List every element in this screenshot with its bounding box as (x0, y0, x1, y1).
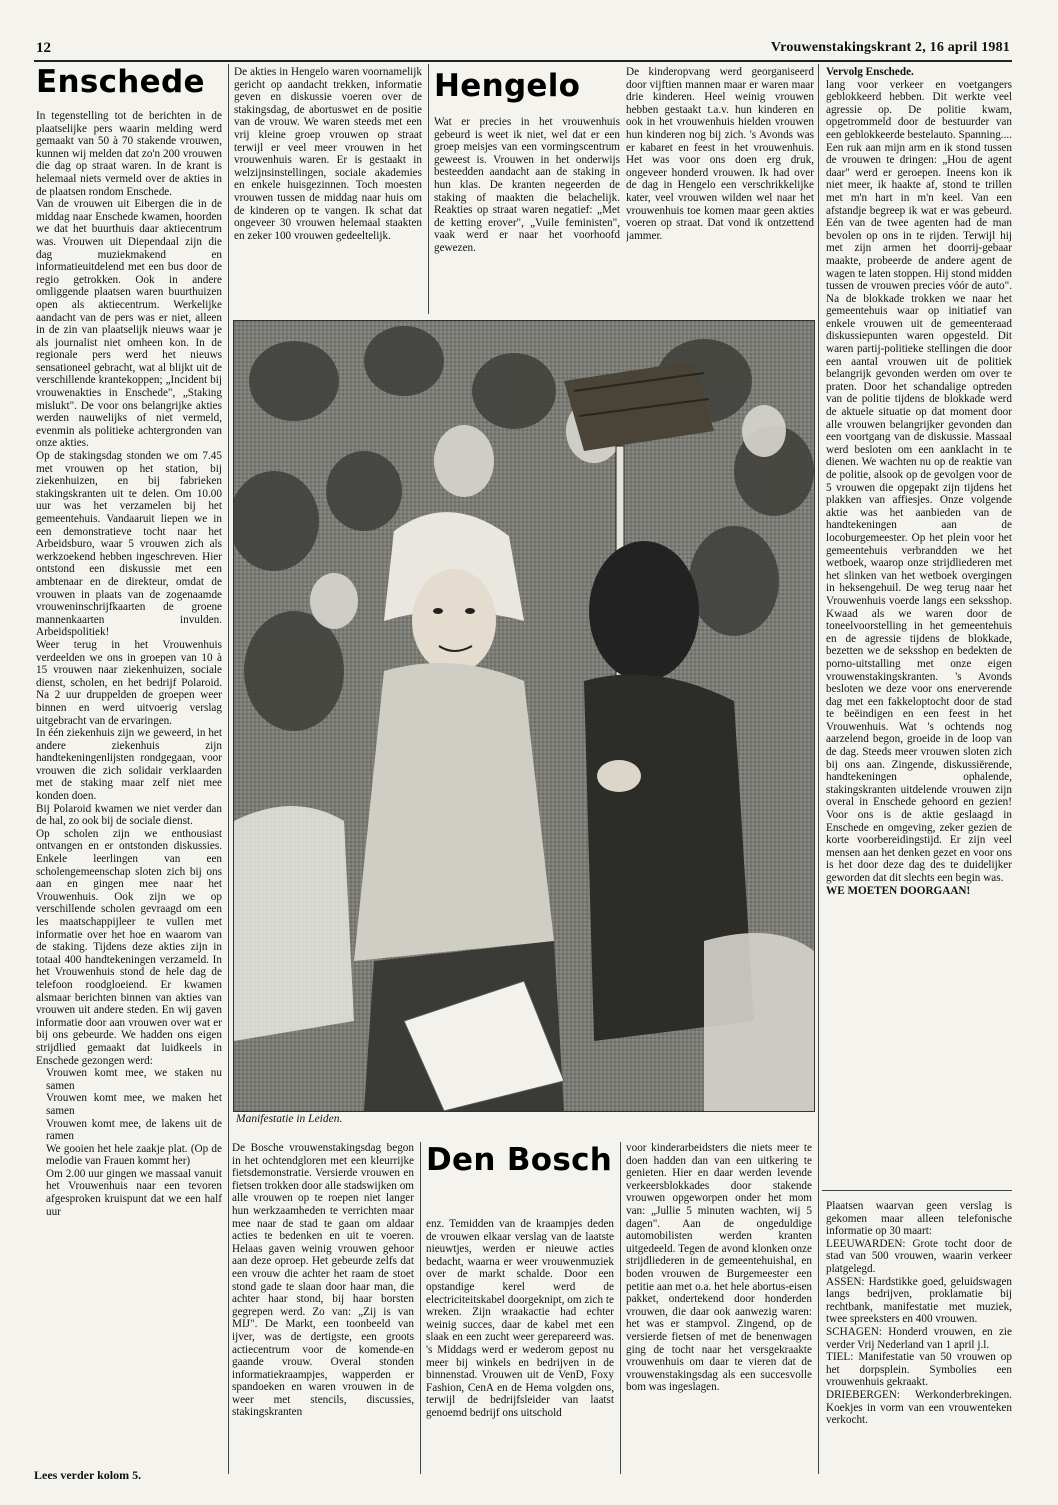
section-divider (822, 1190, 1012, 1191)
denbosch-continued-text: voor kinderarbeidsters die niets meer te doen hadden dan van een uitkering te genieten. Hier en daar werden levende verkeersblokkades door stakende vrouwen opgeworpen onder het mom van: „Jullie 5 minuten wachten, wij 5 dagen". Aan de ongeduldige automobilisten werden kranten uitgedeeld. Tegen de avond klonken onze strijdliederen in de gemeentehuishal, en boden vrouwen de Burgemeester een petitie aan met o.a. het hele abortus-eisen pakket, ondertekend door honderden vrouwen, die daar ook aanwezig waren: het was er stampvol. Zingend, op de versierde fietsen of met de benenwagen ging de tocht naar het versgekraakte vrouwenhuis om daar te vieren dat de vrouwenstakingsdag als een succesvolle bom was ingeslagen. (626, 1142, 812, 1394)
hengelo-article (434, 116, 620, 316)
photo-illustration (234, 321, 814, 1111)
hengelo-text: Wat er precies in het vrouwenhuis gebeurd is weet ik niet, wel dat er een groep meisjes van een vormingscentrum geweest is. Vrouwen in het onderwijs besteedden aandacht aan de staking in hun klas. De kranten negeerden de staking of maakten die belachelijk. Reakties op straat waren negatief: „Met de ketting erover", „Vuile feministen", vaak werd er naar het voorhoofd gewezen. (434, 116, 620, 254)
vervolg-article (826, 66, 1012, 1178)
column-divider (420, 1142, 421, 1474)
denbosch-intro-text: De Bosche vrouwenstakingsdag begon in het ochtendgloren met een kleurrijke fietsdemonstratie. Versierde vrouwen en fietsen trokken door alle stadswijken om alle vrouwen op te roepen niet langer hun werkzaamheden te verrichten maar mee naar de stad te gaan om aldaar acties te bedenken en uit te voeren. Helaas gaven weinig vrouwen gehoor aan deze oproep. Het gebeurde zelfs dat een vrouw die achter het raam de stoet stond gade te slaan door haar man, die achter haar stond, bij haar borsten gegrepen werd. Zo van: „Zij is van MIJ". De Markt, een toonbeeld van ijver, was de dertigste, een groots actiecentrum voor de komende-en gaande vrouw. Overal stonden informatiekraampjes, wapperden er spandoeken en waren vrouwen in de weer met stencils, discussies, stakingskranten (232, 1142, 414, 1419)
place-name: LEEUWARDEN: (826, 1237, 906, 1250)
enschede-headline: Enschede (36, 64, 205, 100)
place-text: Grote tocht door de stad van 500 vrouwen, waarin verkeer platgelegd. (826, 1237, 1012, 1275)
vervolg-text: lang voor verkeer en voetgangers geblokkeerd hebben. Dit werkte veel agressie op. De politie kwam, opgetrommeld door de bestuurder van een geblokkeerde bestelauto. Spanning.... Een ruk aan mijn arm en ik stond tussen de vrouwen te dringen: „Hou de agent daar" werd er geroepen. Ineens kon ik niet meer, ik haakte af, stond te trillen met m'n hart in m'n keel. Van een afstandje begreep ik wat er was gebeurd. Eén van de twee agenten had de man bevolen op ons in te rijden. Terwijl hij met zijn armen het doorrij-gebaar maakte, probeerde de andere agent de wagen te laten stoppen. Hij stond midden tussen de vrouwen precies vóór de auto". Na de blokkade trokken we naar het gemeentehuis waar op initiatief van enkele vrouwen uit de gemeenteraad diskussiepunten waren opgesteld. Dit waren partij-politieke stellingen die door een aantal vrouwen uit de politiek belangrijk gevonden werden om over te praten. Door het schandalige optreden van de politie tijdens de blokkade werd de aktuele situatie op dat moment door alle vrouwen belangrijker gevonden dan een voortgang van de diskussie. Massaal werd besloten om een aanklacht in te dienen. We wachten nu op de reaktie van de politie, alsook op de gevolgen voor de 5 vrouwen die opgepakt zijn tijdens het plakken van affiesjes. Onze volgende aktie was het aanbieden van de handtekeningen aan de locoburgemeester. Op het plein voor het gemeentehuis verbrandden we het wetboek, waarop onze strijdliederen met het slinken van het wetboek overgingen in heksengehuil. De weg terug naar het Vrouwenhuis voerde langs een seksshop. Kwaad als we waren door de toneelvoorstelling in het gemeentehuis en de agressie tijdens de blokkade, bezetten we de seksshop en bedekten de porno-uitstalling met onze eigen vrouwenstakingskranten. 's Avonds besloten we deze voor ons enerverende dag met een fakkeloptocht door de stad te beëindigen en een feest in het Vrouwenhuis. Wat 's ochtends nog aarzelend begon, groeide in de loop van de dag. Steeds meer vrouwen sloten zich bij ons aan. Zingende, diskussiërende, handtekeningen ophalende, stakingskranten uitdelende vrouwen zijn overal in Enschede gehoord en gezien! Voor ons is de aktie geslaagd in Enschede en omgeving, zeker gezien de korte voorbereidingstijd. Er zijn veel mensen aan het denken gezet en voor ons is het door deze dag des te duidelijker geworden dat dit slechts een begin was. (826, 78, 1012, 884)
song-line: Vrouwen komt mee, de lakens uit de ramen (46, 1117, 222, 1143)
column-divider (428, 64, 429, 314)
other-places (826, 1200, 1012, 1485)
protest-photo (233, 320, 815, 1112)
place-entry (826, 1351, 1012, 1389)
place-entry (826, 1238, 1012, 1276)
closing-call: WE MOETEN DOORGAAN! (826, 884, 971, 897)
column-divider (818, 64, 819, 1474)
continue-note: Lees verder kolom 5. (34, 1468, 142, 1482)
enschede-paragraph: In één ziekenhuis zijn we geweerd, in het andere ziekenhuis zijn handtekeningenlijsten rondgegaan, voor vrouwen die zich solidair verklaarden met de staking maar zelf niet mee konden doen. (36, 727, 222, 803)
enschede-paragraph: Van de vrouwen uit Eibergen die in de middag naar Enschede kwamen, hoorden we dat het buurthuis daar aktiecentrum was. Vrouwen uit Diependaal zijn die dag muziekmakend en informatieuitdelend met een bus door de regio getrokken. Ook in andere omliggende plaatsen waren buurthuizen open als aktiecentrum. Werkelijke aandacht van de pers was er niet, alleen in de zin van plaatselijk nieuws waar je als journalist niet omheen kon. In de regionale pers werd het nieuws sensationeel gebracht, wat al blijkt uit de verschillende krantekoppen; „Incident bij vrouwenakties in Enschede", „Staking mislukt". De voor ons belangrijke akties werden nauwelijks of niet vermeld, evenmin als politieke achtergronden van onze akties. (36, 198, 222, 450)
vervolg-heading: Vervolg Enschede. (826, 66, 914, 78)
place-name: ASSEN: (826, 1275, 865, 1288)
column-divider (620, 1142, 621, 1474)
column-divider (228, 64, 229, 1474)
enschede-paragraph: In tegenstelling tot de berichten in de plaatselijke pers waarin melding werd gemaakt van 50 à 70 stakende vrouwen, kunnen wij melden dat zo'n 200 vrouwen die dag op straat waren. In de krant is helemaal niets vermeld over de akties in de plaatsen rondom Enschede. (36, 110, 222, 198)
publication-title: Vrouwenstakingskrant 2, 16 april 1981 (770, 40, 1010, 55)
denbosch-continued (626, 1142, 812, 1467)
place-entry (826, 1326, 1012, 1351)
hengelo-intro-text: De akties in Hengelo waren voornamelijk gericht op aandacht trekken, informatie geven en diskussie voeren over de stakingsdag, de abortuswet en de positie van de vrouw. We waren steeds met een vrij kleine groep vrouwen op straat terwijl er veel meer vrouwen in het vrouwenhuis waren. Er is gestaakt in welzijnsinstellingen, sociale akademies en enkele huisgezinnen. Toch moesten vrouwen tussen de middag naar huis om de kinderen op te vangen. Ik schat dat ongeveer 30 vrouwen helemaal staakten en zeker 100 vrouwen gedeeltelijk. (234, 66, 422, 242)
hengelo-intro (234, 66, 422, 316)
song-line: Vrouwen komt mee, we maken het samen (46, 1092, 222, 1117)
enschede-paragraph: Weer terug in het Vrouwenhuis verdeelden we ons in groepen van 10 à 15 vrouwen naar ziekenhuizen, sociale dienst, scholen, en het bedrijf Polaroid. Na 2 uur druppelden de groepen weer binnen en werd uitvoerig verslag uitgebracht van de ervaringen. (36, 638, 222, 727)
place-name: DRIEBERGEN: (826, 1388, 900, 1401)
place-text: Werkonderbrekingen. Koekjes in vorm van een vrouwenteken verkocht. (826, 1388, 1012, 1427)
enschede-paragraph: Bij Polaroid kwamen we niet verder dan de hal, zo ook bij de sociale dienst. (36, 802, 222, 828)
denbosch-headline: Den Bosch (426, 1142, 613, 1178)
place-text: Honderd vrouwen, en zie verder Vrij Nederland van 1 april j.l. (826, 1325, 1012, 1351)
place-entry (826, 1276, 1012, 1326)
song-line: We gooien het hele zaakje plat. (Op de melodie van Frauen kommt her) (46, 1142, 222, 1168)
place-text: Manifestatie van 50 vrouwen op het dorpsplein. Symbolies een vrouwenhuis gekraakt. (826, 1351, 1012, 1389)
enschede-paragraph: Op scholen zijn we enthousiast ontvangen en er ontstonden diskussies. Enkele leerlingen van een scholengemeenschap sloten zich bij ons aan en gingen mee naar het Vrouwenhuis. Ook zijn we op verschillende scholen gevraagd om een les maatschappijleer te vullen met informatie over het hoe en waarom van de staking. Tijdens deze akties zijn in totaal 400 handtekeningen verzameld. In het Vrouwenhuis stond de hele dag de telefoon roodgloeiend. Er kwamen alsmaar berichten binnen van akties van vrouwen uit andere steden. En wij gaven informatie door aan vrouwen over wat er bij ons gebeurde. We hadden ons eigen strijdlied gemaakt dat luidkeels in Enschede gezongen werd: (36, 827, 222, 1067)
enschede-paragraph: Op de stakingsdag stonden we om 7.45 met vrouwen op het station, bij ziekenhuizen, en bij fabrieken stakingskranten uit te delen. Om 10.00 uur was het verzamelen bij het gemeentehuis. Vandaaruit liepen we in een demonstratieve tocht naar het Arbeidsburo, waar 5 vrouwen zich als werkzoekend hebben ingeschreven. Hier ontstond een diskussie met een ambtenaar en de direkteur, omdat de vrouwen in plaats van de zogenaamde vrouweninschrijfkaarten de groene mannenkaarten invulden. Arbeidspolitiek! (36, 450, 222, 639)
denbosch-text: enz. Temidden van de kraampjes deden de vrouwen elkaar verslag van de laatste nieuwtjes, werden er nieuwe acties bedacht, waarna er weer vrouwenmuziek over de markt schalde. Door een opstandige kerel werd de electriciteitskabel doorgeknipt, om zich te wreken. Zijn wraakactie had echter weinig succes, daar de kabel met een slaak en een zucht weer gerepareerd was. 's Middags werd er wederom gepost nu meer bij winkels en bedrijven in de binnenstad. Vrouwen uit de VenD, Foxy Fashion, CenA en de Hema volgden ons, terwijl de bedrijfsleider van laatst genoemd bedrijf ons uitschold (426, 1218, 614, 1419)
header-rule (34, 60, 1012, 62)
denbosch-article (426, 1218, 614, 1470)
enschede-article (36, 110, 222, 1465)
song-line: Vrouwen komt mee, we staken nu samen (46, 1067, 222, 1092)
place-name: TIEL: (826, 1351, 854, 1364)
place-name: SCHAGEN: (826, 1325, 882, 1338)
hengelo-continued-text: De kinderopvang werd georganiseerd door vijftien mannen maar er waren maar drie kinderen. Heel weinig vrouwen hebben gestaakt t.a.v. hun kinderen en ook in het vrouwenhuis hielden vrouwen hun kinderen nog bij zich. 's Avonds was er kabaret en feest in het vrouwenhuis. Het was voor ons doen erg druk, ongeveer honderd vrouwen. Ik had over de dag in Hengelo een verschrikkelijke kater, veel vrouwen wilden wel naar het vrouwenhuis toe komen maar geen akties voeren op straat. Dat vond ik ontzettend jammer. (626, 66, 814, 242)
place-entry (826, 1389, 1012, 1427)
photo-caption: Manifestatie in Leiden. (236, 1113, 343, 1125)
place-text: Hardstikke goed, geluidswagen langs bedrijven, proklamatie bij rechtbank, manifestatie met muziek, twee spreeksters en 400 vrouwen. (826, 1275, 1012, 1326)
hengelo-headline: Hengelo (434, 68, 581, 104)
other-places-intro: Plaatsen waarvan geen verslag is gekomen maar alleen telefonische informatie op 30 maart: (826, 1200, 1012, 1238)
page-number: 12 (36, 40, 51, 56)
hengelo-continued (626, 66, 814, 316)
denbosch-intro (232, 1142, 414, 1467)
enschede-paragraph: Om 2.00 uur gingen we massaal vanuit het Vrouwenhuis naar een tevoren afgesproken kruispunt dat we een half uur (46, 1167, 222, 1218)
